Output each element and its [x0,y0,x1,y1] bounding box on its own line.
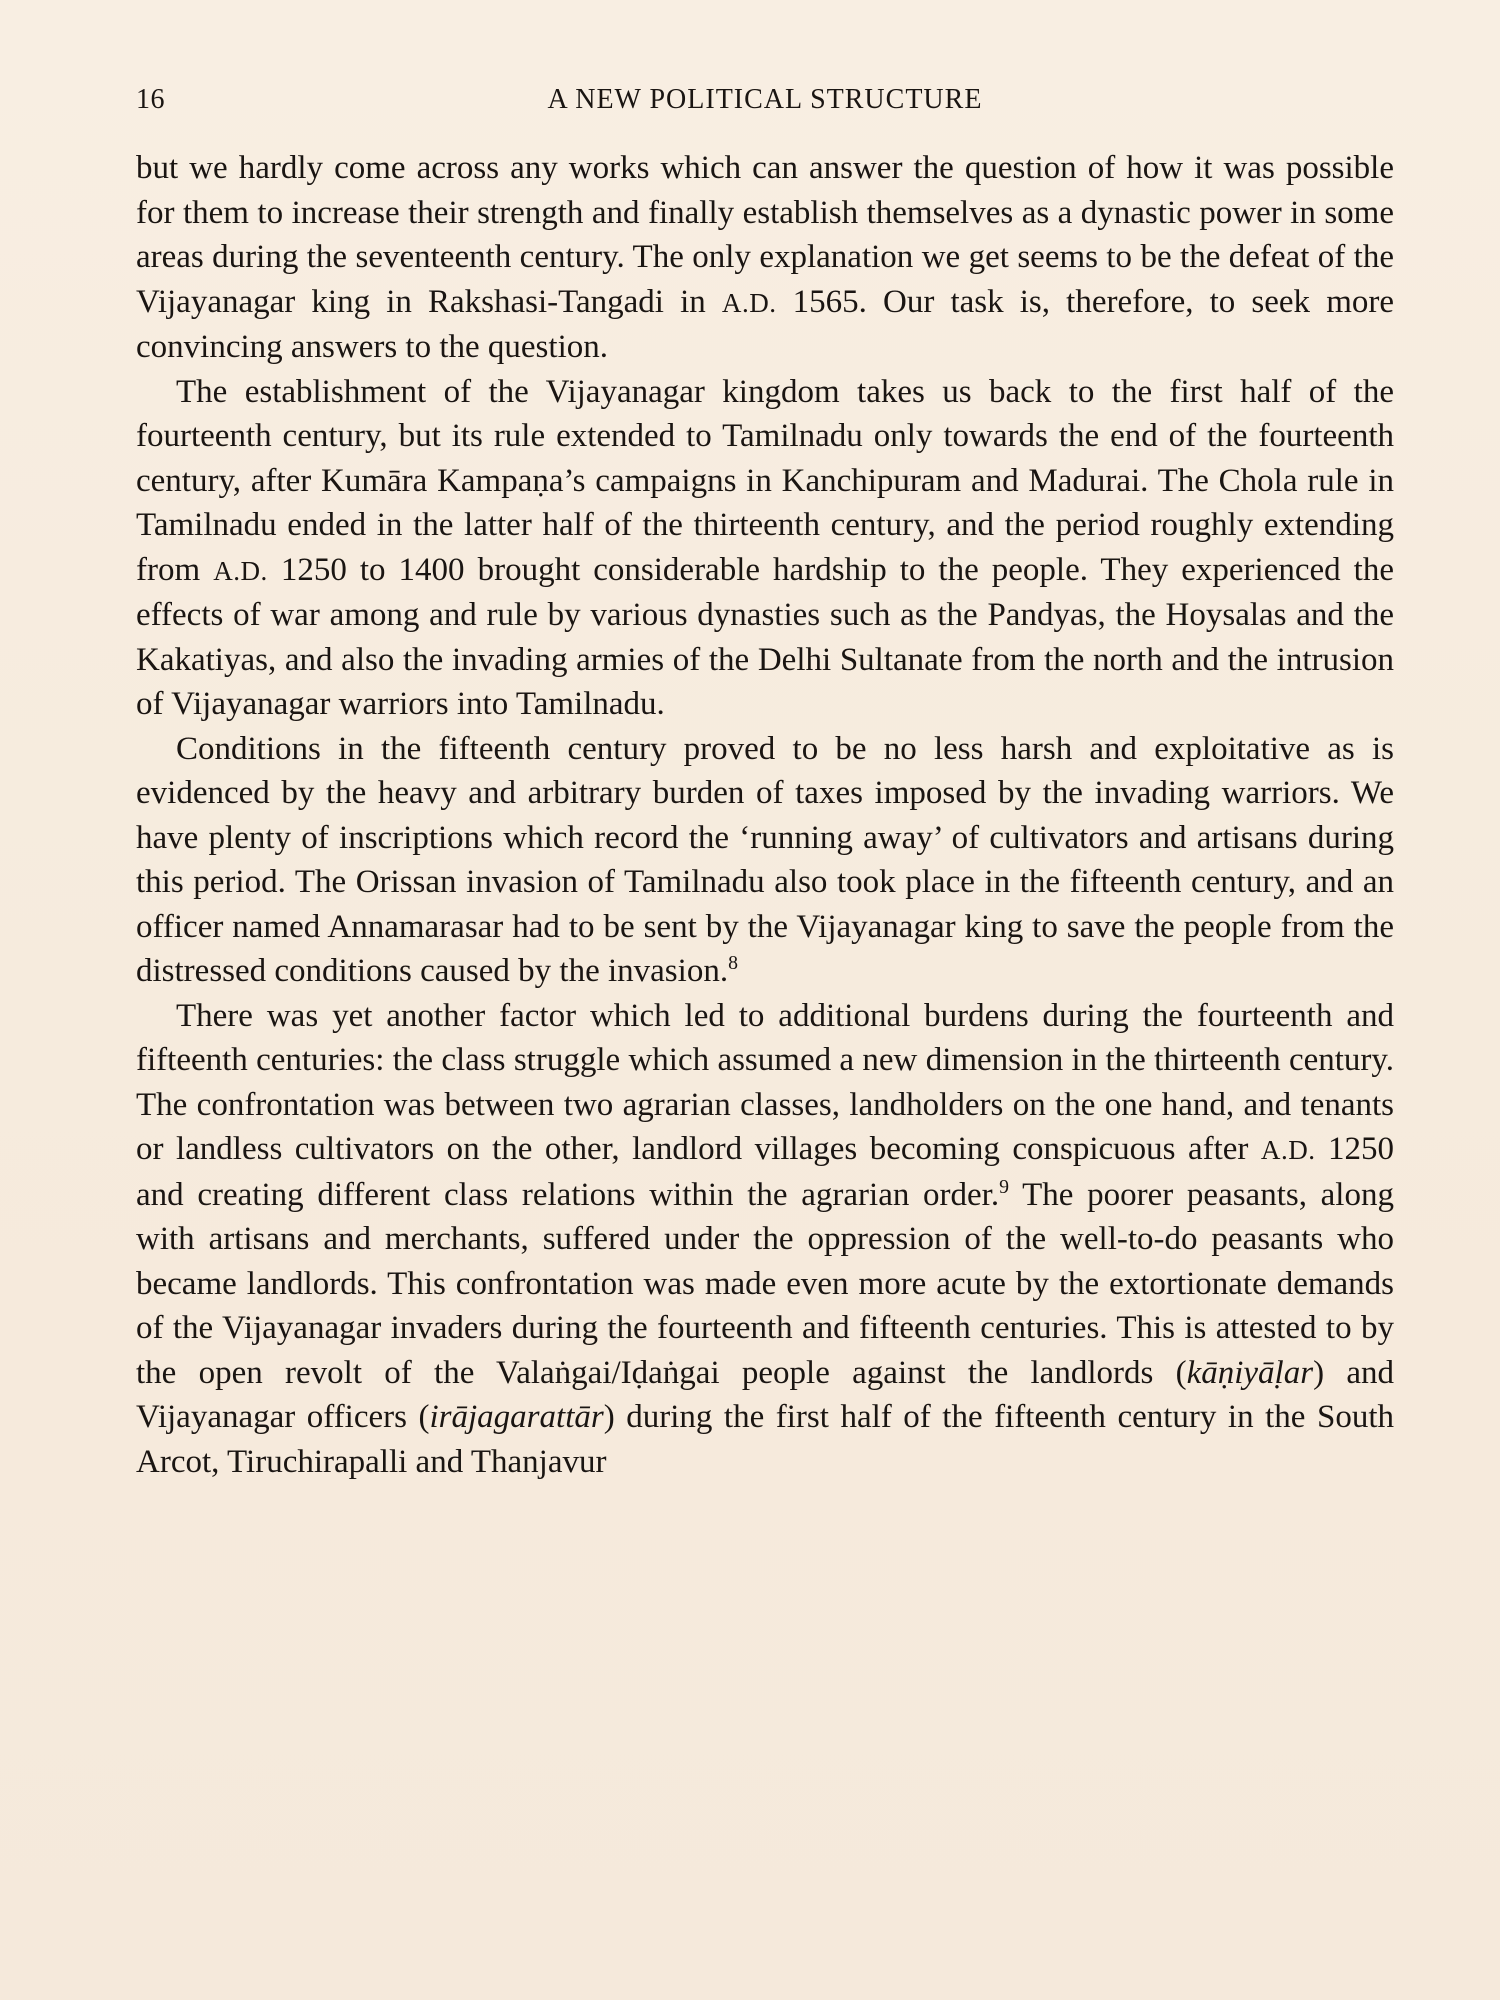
paragraph-3 [136,727,1394,994]
paragraph-text: 1250 and creating different class relations within the agrarian order. [136,1131,1394,1213]
italic-term: kāṇiyāḷar [1186,1354,1314,1391]
italic-term: irājagarattār [429,1399,604,1435]
body-text [136,146,1394,1484]
era-abbreviation: A.D. [721,287,777,318]
era-abbreviation: A.D. [1260,1135,1316,1165]
paragraph-4 [136,994,1394,1485]
running-head [136,84,1394,124]
paragraph-2 [136,370,1394,727]
paragraph-text: 1565. Our task is, therefore, to seek more convincing answers to the question. [136,283,1394,365]
paragraph-text: The establishment of the Vijayanagar kingdom takes us back to the first half of the fourteenth century, but its rule extended to Tamilnadu only towards the end of the fourteenth century, after Kumāra Kampaṇa’s campaigns in Kanchipuram and Madurai. The Chola rule in Tamilnadu ended in the latter half of the thirteenth century, and the period roughly extending from [136,373,1394,588]
paragraph-1 [136,146,1394,370]
paragraph-text: 1250 to 1400 brought considerable hardship to the people. They experienced the effects of war among and rule by various dynasties such as the Pandyas, the Hoysalas and the Kakatiyas, and also the invading armies of the Delhi Sultanate from the north and the intrusion of Vijayanagar warriors into Tamilnadu. [136,551,1394,722]
running-title: A NEW POLITICAL STRUCTURE [547,84,983,115]
footnote-marker: 9 [999,1175,1009,1198]
paragraph-text: ) and Vijayanagar officers ( [136,1354,1394,1435]
paragraph-text: Conditions in the fifteenth century proved to be no less harsh and exploitative as is evidenced by the heavy and arbitrary burden of taxes imposed by the invading warriors. We have plenty of inscriptions which record the ‘running away’ of cultivators and artisans during this period. The Orissan invasion of Tamilnadu also took place in the fifteenth century, and an officer named Annamarasar had to be sent by the Vijayanagar king to save the people from the distressed conditions caused by the invasion. [136,730,1394,989]
paragraph-text: but we hardly come across any works which can answer the question of how it was possible for them to increase their strength and finally establish themselves as a dynastic power in some areas during the seventeenth century. The only explanation we get seems to be the defeat of the Vijayanagar king in Rakshasi-Tangadi in [136,150,1394,320]
paragraph-text: The poorer peasants, along with artisans and merchants, suffered under the oppression of the well-to-do peasants who became landlords. This confrontation was made even more acute by the extortionate demands of the Vijayanagar invaders during the fourteenth and fifteenth centuries. This is attested to by the open revolt of the Valaṅgai/Iḍaṅgai people against the landlords ( [136,1176,1394,1391]
paragraph-text: There was yet another factor which led to additional burdens during the fourteenth and fifteenth centuries: the class struggle which assumed a new dimension in the thirteenth century. The confrontation was between two agrarian classes, landholders on the one hand, and tenants or landless cultivators on the other, landlord villages becoming conspicuous after [136,997,1394,1167]
footnote-marker: 8 [728,952,738,974]
page-number: 16 [136,84,165,115]
era-abbreviation: A.D. [213,555,268,586]
paragraph-text: ) during the first half of the fifteenth century in the South Arcot, Tiruchirapalli and Thanjavur [136,1399,1394,1480]
